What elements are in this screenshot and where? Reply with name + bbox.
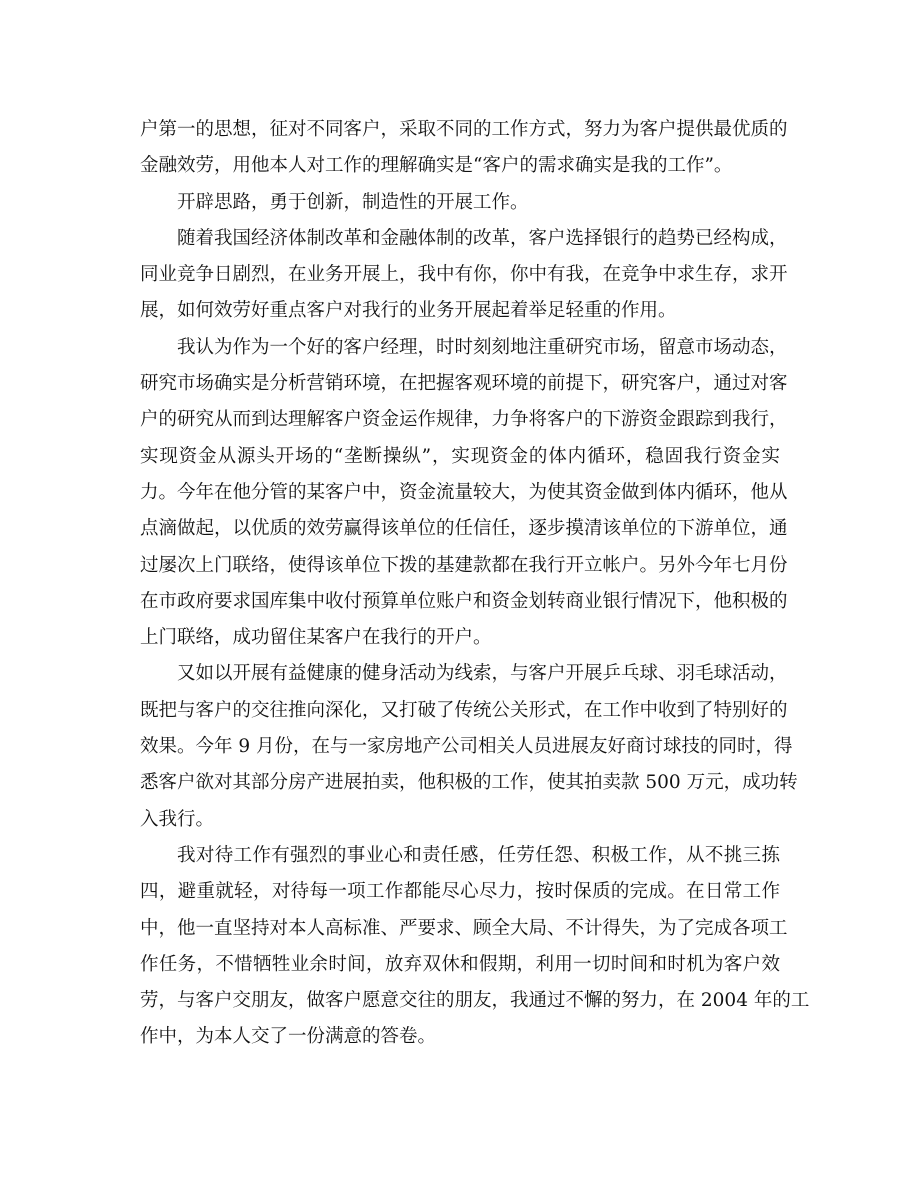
text-line: 作中，为本人交了一份满意的答卷。 xyxy=(140,1026,437,1048)
text-line: 开辟思路，勇于创新，制造性的开展工作。 xyxy=(177,191,529,213)
text-line: 中，他一直坚持对本人高标准、严要求、顾全大局、不计得失，为了完成各项工 xyxy=(140,917,788,939)
text-line: 点滴做起，以优质的效劳赢得该单位的任信任，逐步摸清该单位的下游单位，通 xyxy=(140,518,788,540)
text-line: 过屡次上门联络，使得该单位下拨的基建款都在我行开立帐户。另外今年七月份 xyxy=(140,554,788,576)
text-line: 上门联络，成功留住某客户在我行的开户。 xyxy=(140,627,492,649)
text-line: 户第一的思想，征对不同客户，采取不同的工作方式，努力为客户提供最优质的 xyxy=(140,119,788,140)
text-line: 力。今年在他分管的某客户中，资金流量较大，为使其资金做到体内循环，他从 xyxy=(140,481,788,503)
text-line: 展，如何效劳好重点客户对我行的业务开展起着举足轻重的作用。 xyxy=(140,300,677,322)
text-line: 我对待工作有强烈的事业心和责任感，任劳任怨、积极工作，从不挑三拣 xyxy=(177,844,780,866)
text-line: 户的研究从而到达理解客户资金运作规律，力争将客户的下游资金跟踪到我行， xyxy=(140,409,788,431)
text-line: 四，避重就轻，对待每一项工作都能尽心尽力，按时保质的完成。在日常工作 xyxy=(140,881,780,903)
text-line: 研究市场确实是分析营销环境，在把握客观环境的前提下，研究客户，通过对客 xyxy=(140,373,788,395)
text-line: 入我行。 xyxy=(140,808,215,830)
document-body xyxy=(140,112,810,1056)
text-line: 又如以开展有益健康的健身活动为线索，与客户开展乒乓球、羽毛球活动， xyxy=(177,663,788,685)
text-line: 作任务，不惜牺牲业余时间，放弃双休和假期，利用一切时间和时机为客户效 xyxy=(140,953,780,975)
text-line: 悉客户欲对其部分房产进展拍卖，他积极的工作，使其拍卖款 500 万元，成功转 xyxy=(140,772,798,794)
text-line: 我认为作为一个好的客户经理，时时刻刻地注重研究市场，留意市场动态， xyxy=(177,336,788,358)
text-line: 随着我国经济体制改革和金融体制的改革，客户选择银行的趋势已经构成， xyxy=(177,227,788,249)
text-line: 同业竞争日剧烈，在业务开展上，我中有你，你中有我，在竞争中求生存，求开 xyxy=(140,264,788,286)
text-line: 劳，与客户交朋友，做客户愿意交往的朋友，我通过不懈的努力，在 2004 年的工 xyxy=(140,990,810,1012)
text-line: 金融效劳，用他本人对工作的理解确实是“客户的需求确实是我的工作”。 xyxy=(140,155,733,177)
text-line: 实现资金从源头开场的“垄断操纵”，实现资金的体内循环，稳固我行资金实 xyxy=(140,445,780,467)
text-line: 既把与客户的交往推向深化，又打破了传统公关形式，在工作中收到了特别好的 xyxy=(140,699,788,721)
text-line: 在市政府要求国库集中收付预算单位账户和资金划转商业银行情况下，他积极的 xyxy=(140,590,788,612)
text-line: 效果。今年 9 月份，在与一家房地产公司相关人员进展友好商讨球技的同时，得 xyxy=(140,736,793,758)
